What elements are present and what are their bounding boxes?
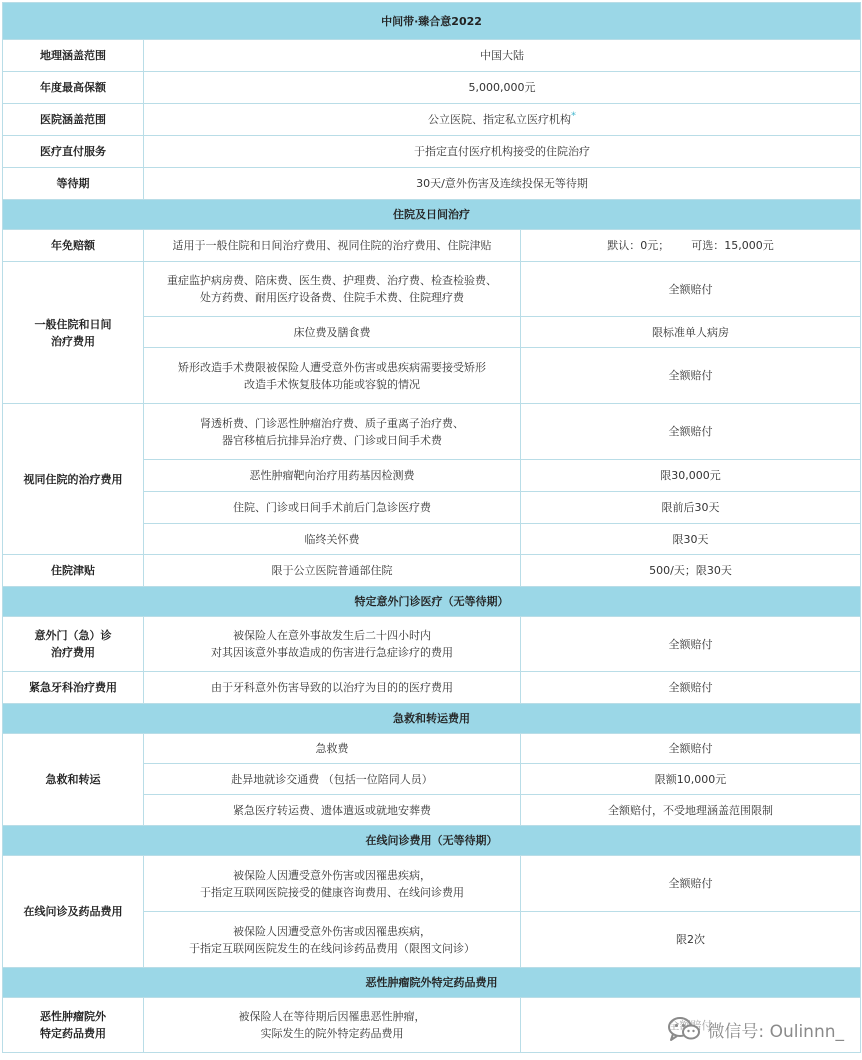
section-title-cancer: 恶性肿瘤院外特定药品费用 [3, 968, 861, 998]
limit-label: 年度最高保额 [3, 72, 144, 104]
cancer-label [3, 998, 144, 1053]
dental-value: 全额赔付 [521, 672, 861, 704]
row-desc: 恶性肿瘤靶向治疗用药基因检测费 [144, 460, 521, 492]
geo-value: 中国大陆 [144, 40, 861, 72]
er-desc-line-1: 被保险人在意外事故发生后二十四小时内 [233, 629, 431, 642]
row-value: 限额10,000元 [521, 764, 861, 795]
dental-row [3, 672, 861, 704]
section-rescue [3, 704, 861, 734]
er-label [3, 617, 144, 672]
row-desc: 急救费 [144, 734, 521, 764]
cancer-label-line-1: 恶性肿瘤院外 [40, 1010, 106, 1023]
row-value: 全额赔付 [521, 856, 861, 912]
wechat-icon [667, 1015, 701, 1043]
row-desc [144, 262, 521, 317]
dental-label: 紧急牙科治疗费用 [3, 672, 144, 704]
cancer-desc [144, 998, 521, 1053]
benefit-table [2, 2, 861, 1053]
row-desc-line-1: 矫形改造手术费限被保险人遭受意外伤害或患疾病需要接受矫形 [178, 360, 486, 374]
section-title-rescue: 急救和转运费用 [3, 704, 861, 734]
geo-row [3, 40, 861, 72]
section-title-accident: 特定意外门诊医疗（无等待期） [3, 587, 861, 617]
wait-value: 30天/意外伤害及连续投保无等待期 [144, 168, 861, 200]
deductible-row [3, 230, 861, 262]
row-desc-line-1: 重症监护病房费、陪床费、医生费、护理费、治疗费、检查检验费、 [167, 274, 497, 287]
row-desc: 住院、门诊或日间手术前后门急诊医疗费 [144, 492, 521, 524]
dental-desc: 由于牙科意外伤害导致的以治疗为目的的医疗费用 [144, 672, 521, 704]
watermark [663, 1013, 848, 1045]
er-label-line-2: 治疗费用 [51, 646, 95, 659]
limit-row [3, 72, 861, 104]
row-desc [144, 856, 521, 912]
row-desc: 紧急医疗转运费、遗体遣返或就地安葬费 [144, 795, 521, 826]
row-desc-line-2: 处方药费、耐用医疗设备费、住院手术费、住院理疗费 [200, 291, 464, 304]
row-value: 全额赔付 [521, 348, 861, 404]
er-value: 全额赔付 [521, 617, 861, 672]
allowance-label: 住院津贴 [3, 555, 144, 587]
geo-label: 地理涵盖范围 [3, 40, 144, 72]
deductible-label: 年免赔额 [3, 230, 144, 262]
section-accident [3, 587, 861, 617]
row-desc-line-2: 于指定互联网医院接受的健康咨询费用、在线问诊费用 [200, 885, 464, 899]
er-desc [144, 617, 521, 672]
allowance-desc: 限于公立医院普通部住院 [144, 555, 521, 587]
row-value: 全额赔付 [521, 404, 861, 460]
cancer-desc-line-2: 实际发生的院外特定药品费用 [260, 1027, 404, 1040]
hospital-row [3, 104, 861, 136]
row-desc [144, 348, 521, 404]
table-row [3, 262, 861, 317]
section-cancer [3, 968, 861, 998]
allowance-value: 500/天；限30天 [521, 555, 861, 587]
row-value: 全额赔付，不受地理涵盖范围限制 [521, 795, 861, 826]
row-value: 全额赔付 [521, 734, 861, 764]
row-desc-line-1: 被保险人因遭受意外伤害或因罹患疾病， [233, 868, 431, 882]
row-desc: 赴异地就诊交通费 （包括一位陪同人员） [144, 764, 521, 795]
row-value: 限2次 [521, 912, 861, 968]
cancer-desc-line-1: 被保险人在等待期后因罹患恶性肿瘤， [238, 1010, 426, 1023]
deductible-desc: 适用于一般住院和日间治疗费用、视同住院的治疗费用、住院津贴 [144, 230, 521, 262]
row-desc-line-1: 被保险人因遭受意外伤害或因罹患疾病， [233, 924, 431, 938]
rescue-label: 急救和转运 [3, 734, 144, 826]
direct-value: 于指定直付医疗机构接受的住院治疗 [144, 136, 861, 168]
row-desc [144, 912, 521, 968]
wait-label: 等待期 [3, 168, 144, 200]
row-desc-line-2: 于指定互联网医院发生的在线问诊药品费用（限图文问诊） [189, 941, 475, 955]
watermark-text: 微信号: Oulinnn_ [707, 1021, 844, 1042]
row-value: 限30,000元 [521, 460, 861, 492]
row-desc-line-2: 器官移植后抗排异治疗费、门诊或日间手术费 [222, 433, 442, 447]
row-value: 全额赔付 [521, 262, 861, 317]
table-row [3, 734, 861, 764]
deemed-label: 视同住院的治疗费用 [3, 404, 144, 555]
table-row [3, 404, 861, 460]
hospital-value [144, 104, 861, 136]
er-row [3, 617, 861, 672]
row-desc-line-1: 肾透析费、门诊恶性肿瘤治疗费、质子重离子治疗费、 [200, 416, 464, 430]
hospital-label: 医院涵盖范围 [3, 104, 144, 136]
section-online [3, 826, 861, 856]
row-value: 限前后30天 [521, 492, 861, 524]
cancer-label-line-2: 特定药品费用 [40, 1027, 106, 1040]
deductible-value [521, 230, 861, 262]
section-inpatient [3, 200, 861, 230]
hospital-value-text: 公立医院、指定私立医疗机构 [428, 113, 572, 126]
er-label-line-1: 意外门（急）诊 [34, 629, 112, 642]
general-label-line-1: 一般住院和日间 [34, 317, 112, 331]
general-label [3, 262, 144, 404]
row-desc: 床位费及膳食费 [144, 317, 521, 348]
online-label: 在线问诊及药品费用 [3, 856, 144, 968]
row-value: 限标准单人病房 [521, 317, 861, 348]
general-label-line-2: 治疗费用 [51, 334, 95, 348]
wait-row [3, 168, 861, 200]
row-desc-line-2: 改造手术恢复肢体功能或容貌的情况 [244, 377, 420, 391]
table-row [3, 856, 861, 912]
allowance-row [3, 555, 861, 587]
section-title-inpatient: 住院及日间治疗 [3, 200, 861, 230]
row-desc [144, 404, 521, 460]
page-title: 中间带·臻合意2022 [3, 3, 861, 40]
deductible-default: 默认：0元； [607, 239, 670, 252]
row-value: 限30天 [521, 524, 861, 555]
section-title-online: 在线问诊费用（无等待期） [3, 826, 861, 856]
er-desc-line-2: 对其因该意外事故造成的伤害进行急症诊疗的费用 [211, 646, 453, 659]
limit-value: 5,000,000元 [144, 72, 861, 104]
title-row [3, 3, 861, 40]
direct-row [3, 136, 861, 168]
deductible-optional: 可选：15,000元 [691, 239, 774, 252]
direct-label: 医疗直付服务 [3, 136, 144, 168]
asterisk-mark: * [571, 110, 577, 122]
row-desc: 临终关怀费 [144, 524, 521, 555]
